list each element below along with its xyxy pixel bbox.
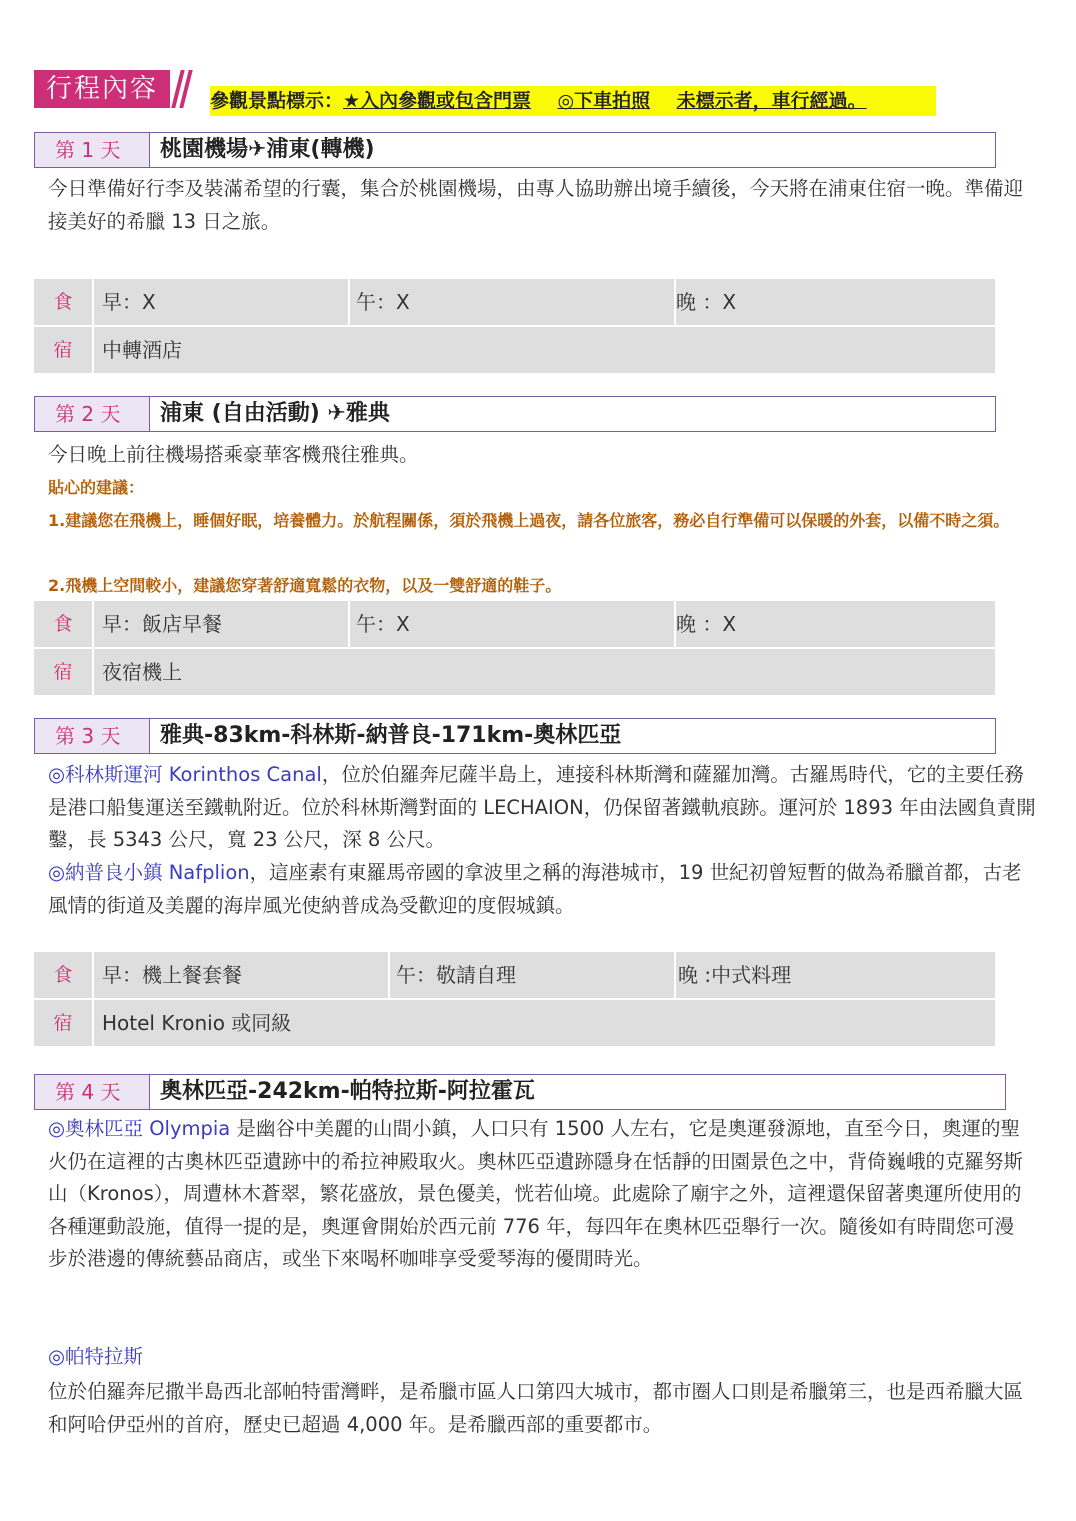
legend-photo: ◎下車拍照 [557,90,651,112]
olympia-name: ◎奧林匹亞 Olympia [48,1117,231,1140]
hotel: Hotel Kronio 或同級 [102,1011,292,1035]
day1-desc: 今日準備好行李及裝滿希望的行囊，集合於桃園機場，由專人協助辦出境手續後，今天將在浦東住宿一晚。準備迎接美好的希臘 13 日之旅。 [48,177,1024,233]
hotel-key: 宿 [34,649,94,695]
day4-label: 第 4 天 [35,1075,150,1109]
dinner: 晚 ：X [676,290,737,314]
day2-meal-table [34,601,995,695]
hotel: 夜宿機上 [102,660,182,684]
day4-header [34,1074,1006,1110]
day3-header [34,718,996,754]
advice-2: 2.飛機上空間較小，建議您穿著舒適寬鬆的衣物，以及一雙舒適的鞋子。 [48,576,562,595]
corinth-canal-name: ◎科林斯運河 Korinthos Canal [48,763,322,786]
day1-label: 第 1 天 [35,133,150,167]
patras-name: ◎帕特拉斯 [48,1345,144,1368]
nafplion-name: ◎納普良小鎮 Nafplion [48,861,250,884]
dinner: 晚 ：X [676,612,737,636]
hotel: 中轉酒店 [102,338,182,362]
day3-label: 第 3 天 [35,719,150,753]
itinerary-badge: 行程內容 [34,70,170,108]
hotel-row [34,1000,995,1046]
meal-key: 食 [34,279,94,325]
day2-desc: 今日晚上前往機場搭乘豪華客機飛往雅典。 [48,443,419,466]
dinner: 晚 :中式料理 [678,963,792,987]
advice-1: 1.建議您在飛機上，睡個好眠，培養體力。於航程關係，須於飛機上過夜，請各位旅客，務必自行準備可以保暖的外套，以備不時之須。 [48,511,1010,530]
lunch: 午：X [356,612,410,636]
day1-title: 桃園機場✈浦東(轉機) [160,137,375,162]
day3-para-2 [48,857,1038,922]
patras-text: 位於伯羅奔尼撒半島西北部帕特雷灣畔，是希臘市區人口第四大城市，都市圈人口則是希臘第三，也是西希臘大區和阿哈伊亞州的首府，歷史已超過 4,000 年。是希臘西部的重要都市。 [48,1380,1024,1436]
hotel-row [34,327,995,373]
day2-label: 第 2 天 [35,397,150,431]
day2-title: 浦東 (自由活動) ✈雅典 [160,401,390,426]
meal-row [34,952,995,1000]
day3-meal-table [34,952,995,1046]
lunch: 午：X [356,290,410,314]
breakfast: 早：X [102,290,156,314]
day4-title: 奧林匹亞-242km-帕特拉斯-阿拉霍瓦 [160,1079,535,1104]
day3-title: 雅典-83km-科林斯-納普良-171km-奧林匹亞 [160,723,622,748]
advice-title: 貼心的建議： [48,478,145,497]
meal-row [34,279,995,327]
day1-meal-table [34,279,995,373]
meal-key: 食 [34,952,94,998]
legend-star: ★入內參觀或包含門票 [343,90,532,112]
meal-row [34,601,995,649]
day3-para-1 [48,759,1038,857]
meal-key: 食 [34,601,94,647]
day2-header [34,396,996,432]
olympia-text: 是幽谷中美麗的山間小鎮，人口只有 1500 人左右，它是奧運發源地，直至今日，奧運的聖火仍在這裡的古奧林匹亞遺跡中的希拉神殿取火。奧林匹亞遺跡隱身在恬靜的田園景色之中，背倚巍峨的克羅努斯山（Kronos），周遭林木蒼翠，繁花盛放，景色優美，恍若仙境。此處除了廟宇之外，這裡還保留著奧運所使用的各種運動設施，值得一提的是，奧運會開始於西元前 776 年，每四年在奧林匹亞舉行一次。隨後如有時間您可漫步於港邊的傳統藝品商店，或坐下來喝杯咖啡享受愛琴海的優閒時光。 [48,1117,1024,1270]
legend-pass: 未標示者，車行經過。 [676,90,867,112]
breakfast: 早：飯店早餐 [102,612,222,636]
patras-name-line [48,1341,1038,1374]
legend-prefix: 參觀景點標示： [210,90,344,112]
hotel-row [34,649,995,695]
corinth-canal-text: ，位於伯羅奔尼薩半島上，連接科林斯灣和薩羅加灣。古羅馬時代，它的主要任務是港口船隻運送至鐵軌附近。位於科林斯灣對面的 LECHAION，仍保留著鐵軌痕跡。運河於 1893 年由法國負責開鑿，長 5343 公尺，寬 23 公尺，深 8 公尺。 [48,763,1036,851]
legend-bar [210,86,936,116]
hotel-key: 宿 [34,1000,94,1046]
day1-header [34,132,996,168]
lunch: 午：敬請自理 [396,963,516,987]
breakfast: 早：機上餐套餐 [102,963,242,987]
nafplion-text: ，這座素有東羅馬帝國的拿波里之稱的海港城市，19 世紀初曾短暫的做為希臘首都，古老風情的街道及美麗的海岸風光使納普成為受歡迎的度假城鎮。 [48,861,1022,917]
hotel-key: 宿 [34,327,94,373]
day4-para-1 [48,1113,1033,1276]
